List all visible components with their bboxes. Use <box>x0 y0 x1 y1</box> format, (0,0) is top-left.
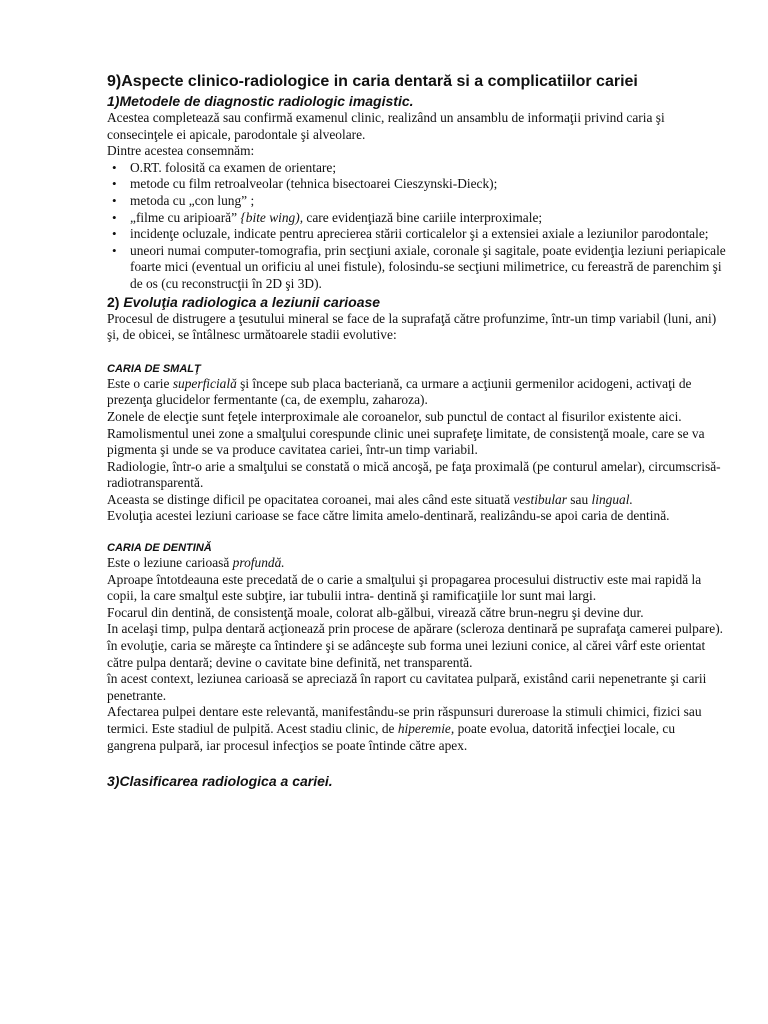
dentin-paragraph: Focarul din dentină, de consistenţă moale, colorat alb-gălbui, virează către brun-negru şi devine dur. <box>107 604 644 620</box>
text-italic: lingual. <box>591 491 633 507</box>
text-run: poate evolua, datorită infecţiei locale, cu gangrena pulpară, iar procesul infecţios se poate întinde către apex. <box>107 721 676 753</box>
text-italic: superficială <box>172 375 237 391</box>
section-1-intro: Dintre acestea consemnăm: <box>107 143 255 159</box>
dentin-paragraph <box>107 555 727 572</box>
enamel-caries-heading: CARIA DE SMALŢ <box>107 362 201 375</box>
dentin-paragraph <box>107 704 727 754</box>
list-item-text: „filme cu aripioară” <box>130 209 241 225</box>
dentin-paragraph: în evoluţie, caria se măreşte ca întindere şi se adânceşte sub forma unei leziuni conice, al cărei vârf este orientat către pulpa dentară; devine o cavitate bine definită, net transparentă. <box>107 638 706 670</box>
section-3-heading: 3)Clasificarea radiologica a cariei. <box>107 773 333 790</box>
section-1-paragraph: Acestea completează sau confirmă examenul clinic, realizând un ansamblu de informaţii privind caria şi consecinţele ei apicale, parodontale şi alveolare. <box>107 110 665 142</box>
text-run: sau <box>566 491 592 507</box>
text-run: şi începe sub placa bacteriană, ca urmare a acţiunii germenilor acidogeni, activaţi de prezenţa glucidelor fermentante (ca, de exemplu, zaharoza). <box>107 375 692 408</box>
enamel-paragraph: Ramolismentul unei zone a smalţului corespunde clinic unei suprafeţe limitate, de consistenţă moale, care se va pigmenta şi unde se va produce cavitatea cariei, într-un timp variabil. <box>107 425 705 458</box>
list-item: • metode cu film retroalveolar (tehnica bisectoarei Cieszynski-Dieck); <box>130 176 727 193</box>
text-italic: hiperemie, <box>397 721 455 736</box>
list-item: • uneori numai computer-tomografia, prin secţiuni axiale, coronale şi sagitale, poate evidenţia leziuni periapicale foarte mici (eventual un orificiu al unei fistule), folosindu-se secţiuni milimetrice, cu fereastră de parenchim şi de os (cu reconstrucţii în 2D şi 3D). <box>130 243 727 293</box>
methods-list <box>107 160 727 293</box>
list-item-text: care evidenţiază bine cariile interproximale; <box>303 209 543 225</box>
document-title: 9)Aspecte clinico-radiologice in caria dentară si a complicatiilor cariei <box>107 73 638 90</box>
enamel-paragraph <box>107 376 727 409</box>
text-run: Afectarea pulpei dentare este relevantă, manifestându-se prin răspunsuri dureroase la stimuli chimici, fizici sau termici. Este stadiul de pulpită. Acest stadiu clinic, de <box>107 704 702 736</box>
list-item-italic: {bite wing), <box>240 209 304 225</box>
dentin-caries-heading: CARIA DE DENTINĂ <box>107 542 212 555</box>
section-2-number: 2) <box>107 293 124 310</box>
section-1-heading: 1)Metodele de diagnostic radiologic imagistic. <box>107 93 414 109</box>
dentin-paragraph: Aproape întotdeauna este precedată de o carie a smalţului şi propagarea procesului distructiv este mai rapidă la copii, la care smalţul este subţire, iar tubulii intra- dentină şi ramificaţiile lor sunt mai largi. <box>107 571 702 604</box>
section-2-paragraph: Procesul de distrugere a ţesutului mineral se face de la suprafaţă către profunzime, într-un timp variabil (luni, ani) şi, de obicei, se întâlnesc următoarele stadii evolutive: <box>107 310 717 343</box>
section-2-heading <box>107 293 727 311</box>
list-item: • O.RT. folosită ca examen de orientare; <box>130 160 727 177</box>
list-item <box>130 210 727 227</box>
text-italic: vestibular <box>513 491 567 507</box>
enamel-paragraph <box>107 492 727 509</box>
enamel-paragraph: Zonele de elecţie sunt feţele interproximale ale coroanelor, sub punctul de contact al fisurilor existente aici. <box>107 408 682 424</box>
list-item: • metoda cu „con lung” ; <box>130 193 727 210</box>
enamel-paragraph: Evoluţia acestei leziuni carioase se face către limita amelo-dentinară, realizându-se apoi caria de dentină. <box>107 508 670 524</box>
text-run: Aceasta se distinge dificil pe opacitatea coroanei, mai ales când este situată <box>107 491 514 507</box>
document-page <box>107 72 727 790</box>
text-run: Este o leziune carioasă <box>107 555 233 571</box>
enamel-paragraph: Radiologie, într-o arie a smalţului se constată o mică ancoşă, pe faţa proximală (pe conturul amelar), circumscrisă-radiotransparentă. <box>107 458 721 491</box>
text-italic: profundă. <box>232 555 285 571</box>
dentin-paragraph: în acest context, leziunea carioasă se apreciază în raport cu cavitatea pulpară, existând carii nepenetrante şi carii penetrante. <box>107 671 707 703</box>
section-2-title: Evoluţia radiologica a leziunii carioase <box>123 293 381 310</box>
dentin-paragraph: In acelaşi timp, pulpa dentară acţionează prin procese de apărare (scleroza dentinară pe suprafaţa camerei pulpare). <box>107 621 723 637</box>
text-run: Este o carie <box>107 375 173 391</box>
list-item: • incidenţe ocluzale, indicate pentru aprecierea stării corticalelor şi a extensiei axiale a leziunilor parodontale; <box>130 226 727 243</box>
